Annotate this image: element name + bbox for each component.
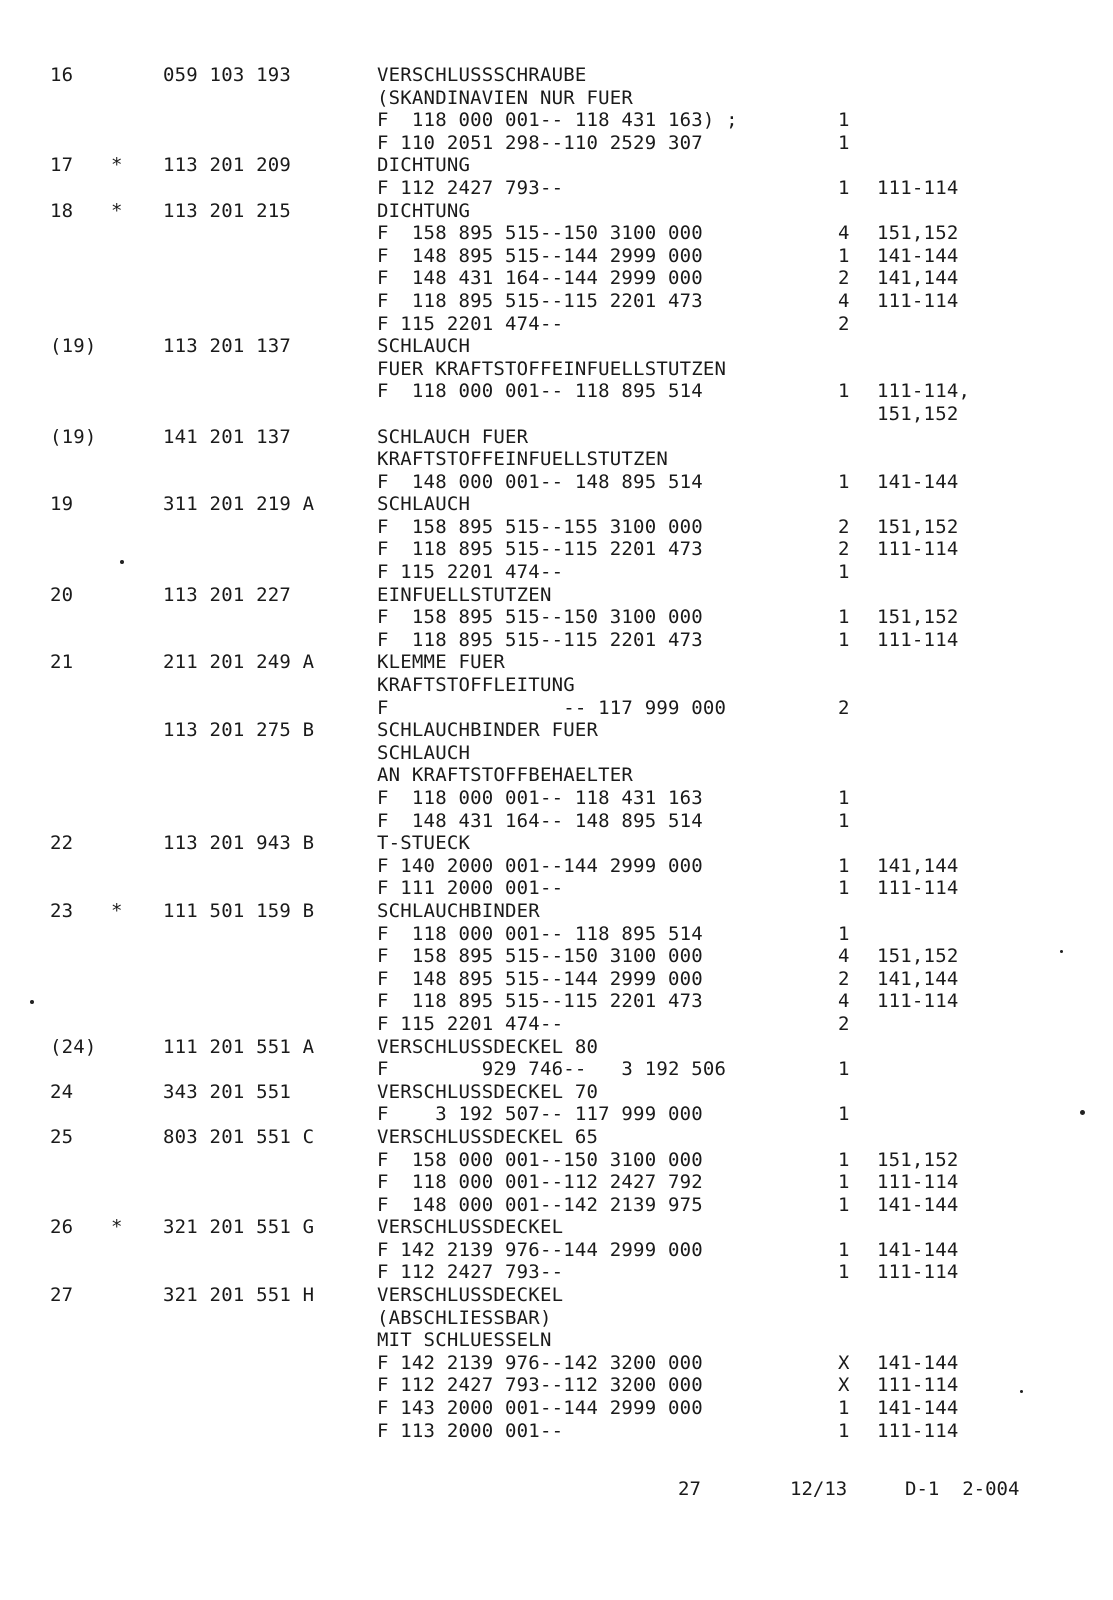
position-number: 19 [50,493,74,516]
table-row [0,154,1113,177]
table-row [0,900,1113,923]
description: F 158 895 515--150 3100 000 [377,945,703,968]
model-applicability: 141-144 [877,1351,959,1374]
description: SCHLAUCH [377,493,471,516]
description: F 118 000 001-- 118 431 163) ; [377,109,738,132]
description: KLEMME FUER [377,651,506,674]
quantity: 1 [838,1419,850,1442]
part-number: 803 201 551 C [163,1125,315,1148]
quantity: 2 [838,267,850,290]
table-row [0,358,1113,381]
table-row [0,448,1113,471]
position-number: 18 [50,199,74,222]
description: SCHLAUCH [377,335,471,358]
model-applicability: 141-144 [877,1238,959,1261]
table-row [0,1149,1113,1172]
table-row [0,1284,1113,1307]
model-applicability: 111-114 [877,1171,959,1194]
part-number: 321 201 551 H [163,1284,315,1307]
position-number: 24 [50,1080,74,1103]
quantity: 1 [838,470,850,493]
model-applicability: 111-114 [877,1374,959,1397]
description: F 110 2051 298--110 2529 307 [377,131,703,154]
part-number: 111 501 159 B [163,899,315,922]
description: F 112 2427 793-- [377,1261,564,1284]
description: F 112 2427 793-- [377,176,564,199]
table-row [0,426,1113,449]
description: F 118 000 001-- 118 895 514 [377,922,703,945]
table-row [0,1261,1113,1284]
model-applicability: 111-114 [877,877,959,900]
description: SCHLAUCHBINDER FUER [377,719,599,742]
quantity: 1 [838,787,850,809]
quantity: 4 [838,222,850,245]
scan-speck [1020,1390,1023,1393]
description: EINFUELLSTUTZEN [377,583,552,606]
quantity: 1 [838,922,850,945]
revision-mark: * [111,154,123,177]
scan-speck [30,1000,34,1004]
description: F 118 000 001-- 118 431 163 [377,787,703,809]
quantity: 1 [838,854,850,877]
quantity: 1 [838,628,850,651]
description: AN KRAFTSTOFFBEHAELTER [377,764,634,787]
description: F 118 895 515--115 2201 473 [377,289,703,312]
position-number: 20 [50,583,74,606]
table-row [0,109,1113,132]
revision-date: 12/13 [790,1478,848,1500]
table-row [0,1171,1113,1194]
quantity: 4 [838,990,850,1013]
part-number: 059 103 193 [163,64,292,86]
table-row [0,1239,1113,1262]
quantity: 1 [838,1193,850,1216]
quantity: 1 [838,1171,850,1194]
description: F 148 431 164--144 2999 000 [377,267,703,290]
table-row [0,1194,1113,1217]
table-row [0,990,1113,1013]
description: SCHLAUCH [377,741,471,764]
model-applicability: 111-114 [877,289,959,312]
description: F 142 2139 976--144 2999 000 [377,1238,703,1261]
model-applicability: 111-114 [877,990,959,1013]
description: F 148 431 164-- 148 895 514 [377,809,703,832]
description: F 929 746-- 3 192 506 [377,1058,727,1081]
table-row [0,471,1113,494]
table-row [0,335,1113,358]
table-row [0,493,1113,516]
description: F 118 895 515--115 2201 473 [377,628,703,651]
table-row [0,584,1113,607]
table-row [0,177,1113,200]
description: F 115 2201 474-- [377,312,564,335]
table-row [0,561,1113,584]
revision-mark: * [111,199,123,222]
table-row [0,832,1113,855]
position-number: (24) [50,1035,97,1058]
description: F 148 895 515--144 2999 000 [377,244,703,267]
part-number: 311 201 219 A [163,493,315,516]
model-applicability: 111-114 [877,176,959,199]
position-number: 27 [50,1284,74,1307]
table-row [0,267,1113,290]
description: F 113 2000 001-- [377,1419,564,1442]
part-number: 141 201 137 [163,425,292,448]
part-number: 343 201 551 [163,1080,292,1103]
table-row [0,64,1113,87]
section-code: D-1 2-004 [905,1478,1020,1500]
description: F 142 2139 976--142 3200 000 [377,1351,703,1374]
scan-speck [120,560,124,564]
description: VERSCHLUSSDECKEL [377,1216,564,1239]
quantity: X [838,1374,850,1397]
quantity: 1 [838,561,850,584]
quantity: 4 [838,945,850,968]
model-applicability: 141,144 [877,267,959,290]
page-number: 27 [678,1478,701,1500]
quantity: 1 [838,1103,850,1126]
scan-speck [1080,1110,1085,1115]
table-row [0,742,1113,765]
table-row [0,1081,1113,1104]
description: F 148 000 001-- 148 895 514 [377,470,703,493]
description: VERSCHLUSSDECKEL [377,1284,564,1307]
quantity: 2 [838,696,850,719]
model-applicability: 151,152 [877,1148,959,1171]
model-applicability: 141-144 [877,1193,959,1216]
page-footer [0,1478,1113,1504]
table-row [0,719,1113,742]
quantity: 1 [838,109,850,132]
model-applicability: 151,152 [877,515,959,538]
description: (SKANDINAVIEN NUR FUER [377,86,634,109]
quantity: 1 [838,1397,850,1420]
quantity: 2 [838,967,850,990]
description: F -- 117 999 000 [377,696,727,719]
description: VERSCHLUSSDECKEL 80 [377,1035,599,1058]
description: DICHTUNG [377,199,471,222]
quantity: 1 [838,380,850,403]
position-number: 26 [50,1216,74,1239]
table-row [0,606,1113,629]
quantity: 1 [838,877,850,900]
quantity: 2 [838,515,850,538]
description: F 115 2201 474-- [377,1012,564,1035]
description: F 158 895 515--150 3100 000 [377,222,703,245]
model-applicability: 141-144 [877,470,959,493]
quantity: 1 [838,176,850,199]
model-applicability: 151,152 [877,222,959,245]
description: MIT SCHLUESSELN [377,1329,552,1352]
table-row [0,516,1113,539]
table-row [0,787,1113,810]
quantity: 1 [838,606,850,629]
part-number: 321 201 551 G [163,1216,315,1239]
table-row [0,1013,1113,1036]
description: (ABSCHLIESSBAR) [377,1306,552,1329]
description: KRAFTSTOFFLEITUNG [377,674,575,697]
table-row [0,1126,1113,1149]
position-number: 25 [50,1125,74,1148]
description: F 140 2000 001--144 2999 000 [377,854,703,877]
table-row [0,651,1113,674]
description: VERSCHLUSSSCHRAUBE [377,64,587,86]
table-row [0,132,1113,155]
description: F 158 895 515--150 3100 000 [377,606,703,629]
table-row [0,945,1113,968]
part-number: 111 201 551 A [163,1035,315,1058]
table-row [0,1103,1113,1126]
model-applicability: 141,144 [877,854,959,877]
position-number: 23 [50,899,74,922]
part-number: 113 201 943 B [163,832,315,855]
description: F 148 000 001--142 2139 975 [377,1193,703,1216]
description: T-STUECK [377,832,471,855]
description: F 111 2000 001-- [377,877,564,900]
part-number: 113 201 215 [163,199,292,222]
part-number: 113 201 209 [163,154,292,177]
table-row [0,87,1113,110]
position-number: 16 [50,64,74,86]
description: VERSCHLUSSDECKEL 65 [377,1125,599,1148]
table-row [0,290,1113,313]
description: KRAFTSTOFFEINFUELLSTUTZEN [377,448,668,471]
quantity: 1 [838,244,850,267]
model-applicability: 151,152 [877,402,959,425]
description: F 118 895 515--115 2201 473 [377,990,703,1013]
table-row [0,1307,1113,1330]
position-number: 22 [50,832,74,855]
part-number: 113 201 137 [163,335,292,358]
table-row [0,1397,1113,1420]
description: F 3 192 507-- 117 999 000 [377,1103,703,1126]
table-row [0,1352,1113,1375]
position-number: 21 [50,651,74,674]
description: SCHLAUCH FUER [377,425,529,448]
table-row [0,1216,1113,1239]
table-row [0,313,1113,336]
description: F 115 2201 474-- [377,561,564,584]
quantity: 4 [838,289,850,312]
description: DICHTUNG [377,154,471,177]
description: FUER KRAFTSTOFFEINFUELLSTUTZEN [377,357,727,380]
description: F 112 2427 793--112 3200 000 [377,1374,703,1397]
model-applicability: 151,152 [877,606,959,629]
table-row [0,380,1113,403]
table-row [0,245,1113,268]
description: F 158 895 515--155 3100 000 [377,515,703,538]
model-applicability: 141,144 [877,967,959,990]
description: F 148 895 515--144 2999 000 [377,967,703,990]
description: F 118 895 515--115 2201 473 [377,538,703,561]
description: VERSCHLUSSDECKEL 70 [377,1080,599,1103]
quantity: 2 [838,1012,850,1035]
table-row [0,1374,1113,1397]
table-row [0,403,1113,426]
model-applicability: 111-114 [877,628,959,651]
model-applicability: 141-144 [877,1397,959,1420]
table-row [0,810,1113,833]
scan-speck [1060,950,1063,953]
quantity: 1 [838,809,850,832]
description: F 158 000 001--150 3100 000 [377,1148,703,1171]
quantity: 1 [838,131,850,154]
table-row [0,674,1113,697]
description: F 118 000 001-- 118 895 514 [377,380,703,403]
parts-list [0,64,1113,1442]
table-row [0,697,1113,720]
table-row [0,923,1113,946]
revision-mark: * [111,1216,123,1239]
quantity: X [838,1351,850,1374]
part-number: 113 201 227 [163,583,292,606]
table-row [0,538,1113,561]
quantity: 2 [838,538,850,561]
model-applicability: 141-144 [877,244,959,267]
model-applicability: 151,152 [877,945,959,968]
table-row [0,764,1113,787]
model-applicability: 111-114, [877,380,971,403]
part-number: 113 201 275 B [163,719,315,742]
table-row [0,1036,1113,1059]
table-row [0,1058,1113,1081]
quantity: 1 [838,1261,850,1284]
part-number: 211 201 249 A [163,651,315,674]
quantity: 1 [838,1148,850,1171]
table-row [0,222,1113,245]
table-row [0,200,1113,223]
position-number: 17 [50,154,74,177]
description: SCHLAUCHBINDER [377,899,540,922]
revision-mark: * [111,899,123,922]
model-applicability: 111-114 [877,1261,959,1284]
table-row [0,968,1113,991]
quantity: 1 [838,1058,850,1081]
table-row [0,1329,1113,1352]
table-row [0,1420,1113,1443]
model-applicability: 111-114 [877,538,959,561]
description: F 118 000 001--112 2427 792 [377,1171,703,1194]
position-number: (19) [50,425,97,448]
table-row [0,877,1113,900]
table-row [0,855,1113,878]
model-applicability: 111-114 [877,1419,959,1442]
position-number: (19) [50,335,97,358]
table-row [0,629,1113,652]
quantity: 2 [838,312,850,335]
quantity: 1 [838,1238,850,1261]
description: F 143 2000 001--144 2999 000 [377,1397,703,1420]
